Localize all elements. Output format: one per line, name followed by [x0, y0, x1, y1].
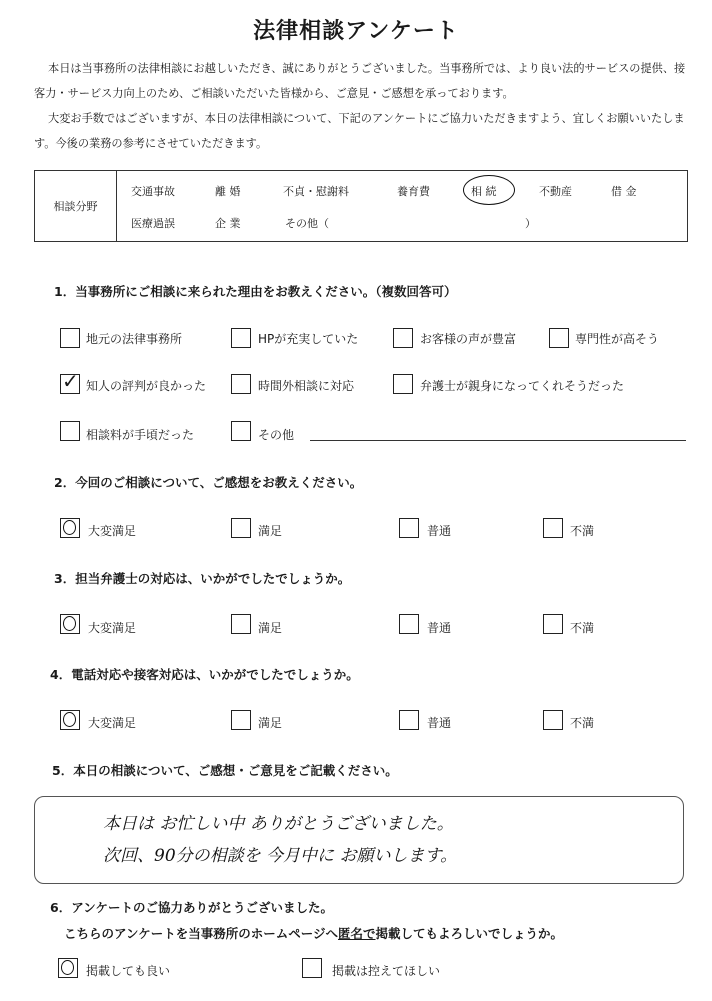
circle-mark	[61, 960, 74, 975]
circle-mark	[63, 520, 76, 535]
field-option-medical[interactable]: 医療過誤	[131, 217, 175, 230]
q4-label-neutral: 普通	[427, 716, 452, 730]
question-6-title: 6．アンケートのご協力ありがとうございました。	[50, 900, 333, 915]
checkbox-after-hours[interactable]	[231, 374, 251, 394]
checkbox-reasonable-fee[interactable]	[60, 421, 80, 441]
checkbox-other[interactable]	[231, 421, 251, 441]
checkbox-hp[interactable]	[231, 328, 251, 348]
page-title: 法律相談アンケート	[253, 19, 459, 44]
q4-label-satisfied: 満足	[258, 716, 283, 730]
field-option-infidelity[interactable]: 不貞・慰謝料	[283, 185, 349, 198]
circle-mark	[63, 712, 76, 727]
q6-label-allow: 掲載しても良い	[86, 964, 171, 978]
field-option-corporate[interactable]: 企 業	[215, 217, 241, 230]
q3-label-dissatisfied: 不満	[570, 621, 595, 635]
q3-checkbox-neutral[interactable]	[399, 614, 419, 634]
intro-text	[34, 56, 686, 156]
label-acquaintance: 知人の評判が良かった	[86, 379, 207, 393]
q3-checkbox-satisfied[interactable]	[231, 614, 251, 634]
q4-label-dissatisfied: 不満	[570, 716, 595, 730]
circle-mark	[63, 616, 76, 631]
q2-checkbox-very-satisfied[interactable]	[60, 518, 80, 538]
q3-label-very-satisfied: 大変満足	[88, 621, 137, 635]
comment-line-1: 本日は お忙しい中 ありがとうございました。	[103, 814, 454, 834]
intro-paragraph-1: 本日は当事務所の法律相談にお越しいただき、誠にありがとうございました。当事務所では、より良い法的サービスの提供、接客力・サービス力向上のため、ご相談いただいた皆様から、ご意見・ご感想を承っております。	[34, 62, 686, 100]
q2-checkbox-dissatisfied[interactable]	[543, 518, 563, 538]
question-3-title: 3．担当弁護士の対応は、いかがでしたでしょうか。	[54, 571, 351, 586]
label-reviews: お客様の声が豊富	[420, 332, 517, 346]
check-mark-icon: ✓	[62, 369, 79, 393]
field-label: 相談分野	[35, 171, 117, 241]
q6-checkbox-decline[interactable]	[302, 958, 322, 978]
intro-paragraph-2: 大変お手数ではございますが、本日の法律相談について、下記のアンケートにご協力いただきますよう、宜しくお願いいたします。今後の業務の参考にさせていただきます。	[34, 112, 685, 150]
checkbox-acquaintance[interactable]	[60, 369, 80, 394]
label-after-hours: 時間外相談に対応	[258, 379, 355, 393]
field-option-debt[interactable]: 借 金	[611, 185, 637, 198]
field-option-divorce[interactable]: 離 婚	[215, 185, 241, 198]
comment-box[interactable]	[34, 796, 684, 884]
consultation-field-table	[34, 170, 688, 242]
question-2-title: 2．今回のご相談について、ご感想をお教えください。	[54, 475, 363, 490]
question-6-subtitle	[64, 924, 563, 942]
q4-checkbox-satisfied[interactable]	[231, 710, 251, 730]
field-option-other-close: ）	[525, 217, 536, 230]
q4-checkbox-dissatisfied[interactable]	[543, 710, 563, 730]
checkbox-reviews[interactable]	[393, 328, 413, 348]
q2-label-dissatisfied: 不満	[570, 524, 595, 538]
checkbox-expertise[interactable]	[549, 328, 569, 348]
label-expertise: 専門性が高そう	[575, 332, 660, 346]
q4-checkbox-neutral[interactable]	[399, 710, 419, 730]
q6-sub-before: こちらのアンケートを当事務所のホームページへ	[64, 926, 339, 941]
field-option-child-support[interactable]: 養育費	[397, 185, 430, 198]
q2-label-very-satisfied: 大変満足	[88, 524, 137, 538]
q2-checkbox-neutral[interactable]	[399, 518, 419, 538]
q4-checkbox-very-satisfied[interactable]	[60, 710, 80, 730]
q3-label-neutral: 普通	[427, 621, 452, 635]
q4-label-very-satisfied: 大変満足	[88, 716, 137, 730]
label-other: その他	[258, 428, 295, 442]
label-reasonable-fee: 相談料が手頃だった	[86, 428, 195, 442]
field-option-real-estate[interactable]: 不動産	[539, 185, 572, 198]
checkbox-caring-lawyer[interactable]	[393, 374, 413, 394]
q2-checkbox-satisfied[interactable]	[231, 518, 251, 538]
q3-checkbox-very-satisfied[interactable]	[60, 614, 80, 634]
question-1-title: 1．当事務所にご相談に来られた理由をお教えください。（複数回答可）	[54, 284, 457, 299]
question-4-title: 4．電話対応や接客対応は、いかがでしたでしょうか。	[50, 667, 359, 682]
q2-label-neutral: 普通	[427, 524, 452, 538]
checkbox-local-firm[interactable]	[60, 328, 80, 348]
question-5-title: 5．本日の相談について、ご感想・ご意見をご記載ください。	[52, 763, 398, 778]
label-local-firm: 地元の法律事務所	[86, 332, 183, 346]
q6-label-decline: 掲載は控えてほしい	[332, 964, 441, 978]
q2-label-satisfied: 満足	[258, 524, 283, 538]
label-caring-lawyer: 弁護士が親身になってくれそうだった	[420, 379, 625, 393]
comment-line-2: 次回、90分の相談を 今月中に お願いします。	[103, 846, 458, 866]
field-option-inheritance[interactable]: 相 続	[471, 185, 497, 198]
label-hp: HPが充実していた	[258, 332, 359, 346]
other-input-line[interactable]	[310, 440, 686, 441]
q3-label-satisfied: 満足	[258, 621, 283, 635]
q6-sub-anonymous: 匿名で	[338, 926, 376, 941]
q6-sub-after: 掲載してもよろしいでしょうか。	[375, 926, 564, 941]
selected-circle-mark	[463, 175, 515, 205]
q3-checkbox-dissatisfied[interactable]	[543, 614, 563, 634]
field-option-other[interactable]: その他（	[285, 217, 329, 230]
q6-checkbox-allow[interactable]	[58, 958, 78, 978]
field-option-traffic[interactable]: 交通事故	[131, 185, 175, 198]
